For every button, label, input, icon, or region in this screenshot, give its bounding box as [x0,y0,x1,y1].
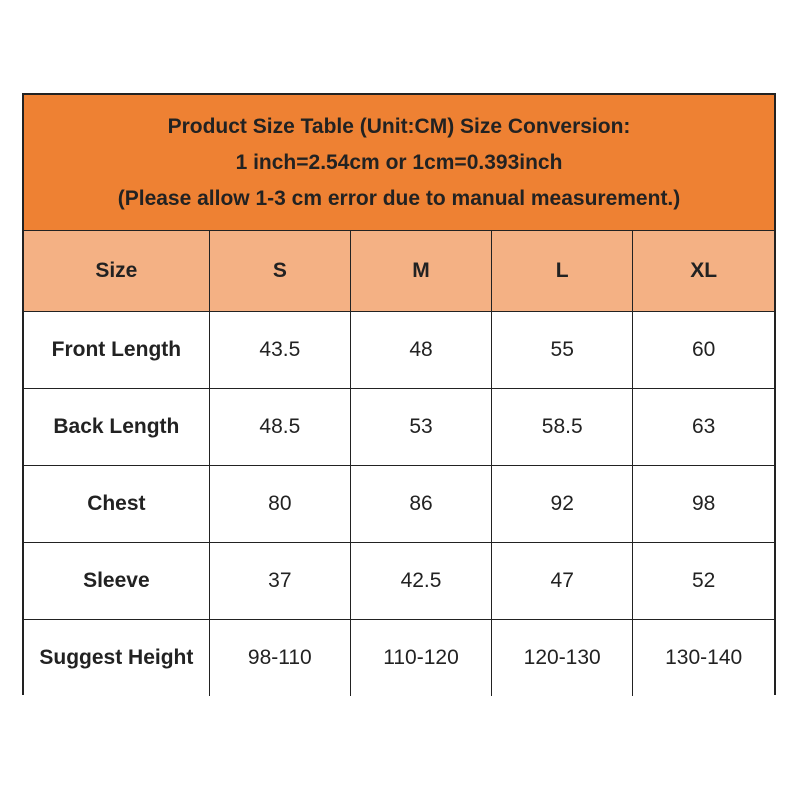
title-line-3: (Please allow 1-3 cm error due to manual measurement.) [117,186,681,210]
table-cell: 42.5 [350,543,491,620]
table-cell: 47 [492,543,633,620]
table-cell: 48 [350,312,491,389]
table-cell: 58.5 [492,389,633,466]
table-cell: 86 [350,466,491,543]
table-cell: 92 [492,466,633,543]
table-cell: 130-140 [633,620,774,697]
table-row-chest [24,466,774,543]
row-label: Suggest Height [24,620,209,697]
size-table [22,93,776,695]
header-row [24,231,774,312]
table-cell: 55 [492,312,633,389]
table-cell: 48.5 [209,389,350,466]
table-cell: 52 [633,543,774,620]
header-cell-size: Size [24,231,209,312]
table-cell: 60 [633,312,774,389]
row-label: Front Length [24,312,209,389]
table-row-back-length [24,389,774,466]
header-cell-m: M [350,231,491,312]
table-cell: 98 [633,466,774,543]
table-cell: 37 [209,543,350,620]
row-label: Sleeve [24,543,209,620]
title-line-1: Product Size Table (Unit:CM) Size Conversion: [167,114,631,138]
table-row-front-length [24,312,774,389]
table-cell: 98-110 [209,620,350,697]
table-cell: 120-130 [492,620,633,697]
table-cell: 53 [350,389,491,466]
title-line-2: 1 inch=2.54cm or 1cm=0.393inch [235,150,563,174]
table-title [24,95,774,231]
table-row-sleeve [24,543,774,620]
table-row-suggest-height [24,620,774,697]
header-cell-s: S [209,231,350,312]
header-cell-l: L [492,231,633,312]
table-cell: 110-120 [350,620,491,697]
row-label: Chest [24,466,209,543]
row-label: Back Length [24,389,209,466]
table-cell: 63 [633,389,774,466]
size-grid [24,231,774,696]
header-cell-xl: XL [633,231,774,312]
table-cell: 80 [209,466,350,543]
table-cell: 43.5 [209,312,350,389]
